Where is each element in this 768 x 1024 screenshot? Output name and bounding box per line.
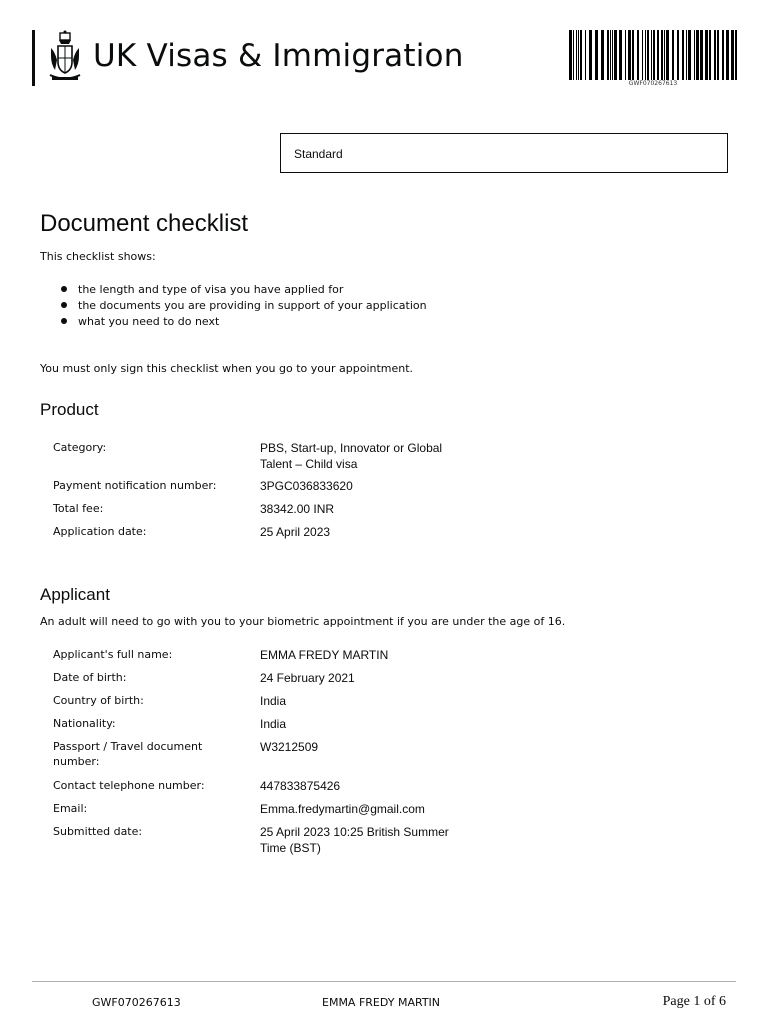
field-value: 38342.00 INR	[260, 502, 335, 516]
field-label: Category:	[53, 441, 107, 454]
page-title: Document checklist	[40, 210, 249, 237]
sign-note: You must only sign this checklist when you go to your appointment.	[40, 362, 414, 375]
royal-coat-of-arms-icon	[47, 30, 83, 86]
field-value: 447833875426	[260, 779, 341, 793]
bullet-item: the documents you are providing in support of your application	[40, 298, 427, 314]
bullet-item: what you need to do next	[40, 314, 427, 330]
field-value: 3PGC036833620	[260, 479, 353, 493]
product-heading: Product	[40, 400, 99, 419]
field-label: Submitted date:	[53, 825, 143, 838]
processing-type-box	[280, 133, 728, 173]
barcode-number: GWF070267613	[628, 80, 678, 87]
footer-reference: GWF070267613	[92, 996, 181, 1009]
agency-name: UK Visas & Immigration	[93, 38, 464, 74]
field-label: Email:	[53, 802, 88, 815]
field-label: Application date:	[53, 525, 147, 538]
field-label: Nationality:	[53, 717, 116, 730]
header-rule	[32, 30, 35, 86]
applicant-heading: Applicant	[40, 585, 110, 604]
checklist-bullets	[40, 282, 427, 330]
applicant-note: An adult will need to go with you to your biometric appointment if you are under the age of 16.	[40, 615, 566, 628]
field-label: Date of birth:	[53, 671, 127, 684]
field-value: India	[260, 694, 287, 708]
field-value: Emma.fredymartin@gmail.com	[260, 802, 425, 816]
field-value: EMMA FREDY MARTIN	[260, 648, 389, 662]
field-value: 25 April 2023	[260, 525, 331, 539]
field-value: W3212509	[260, 740, 319, 754]
footer-applicant-name: EMMA FREDY MARTIN	[322, 996, 441, 1009]
field-value: 25 April 2023 10:25 British Summer Time (BST)	[260, 825, 449, 855]
field-label: Passport / Travel document number:	[53, 740, 203, 768]
field-label: Contact telephone number:	[53, 779, 205, 792]
checklist-intro: This checklist shows:	[40, 250, 156, 263]
field-label: Total fee:	[53, 502, 104, 515]
bullet-item: the length and type of visa you have applied for	[40, 282, 427, 298]
field-value: India	[260, 717, 287, 731]
field-label: Payment notification number:	[53, 479, 217, 492]
field-label: Applicant's full name:	[53, 648, 173, 661]
field-value: PBS, Start-up, Innovator or Global Talent – Child visa	[260, 441, 443, 471]
field-label: Country of birth:	[53, 694, 144, 707]
field-value: 24 February 2021	[260, 671, 355, 685]
processing-type: Standard	[294, 147, 343, 161]
application-barcode	[568, 30, 738, 82]
page-number: Page 1 of 6	[662, 994, 726, 1009]
footer-divider	[32, 981, 736, 982]
